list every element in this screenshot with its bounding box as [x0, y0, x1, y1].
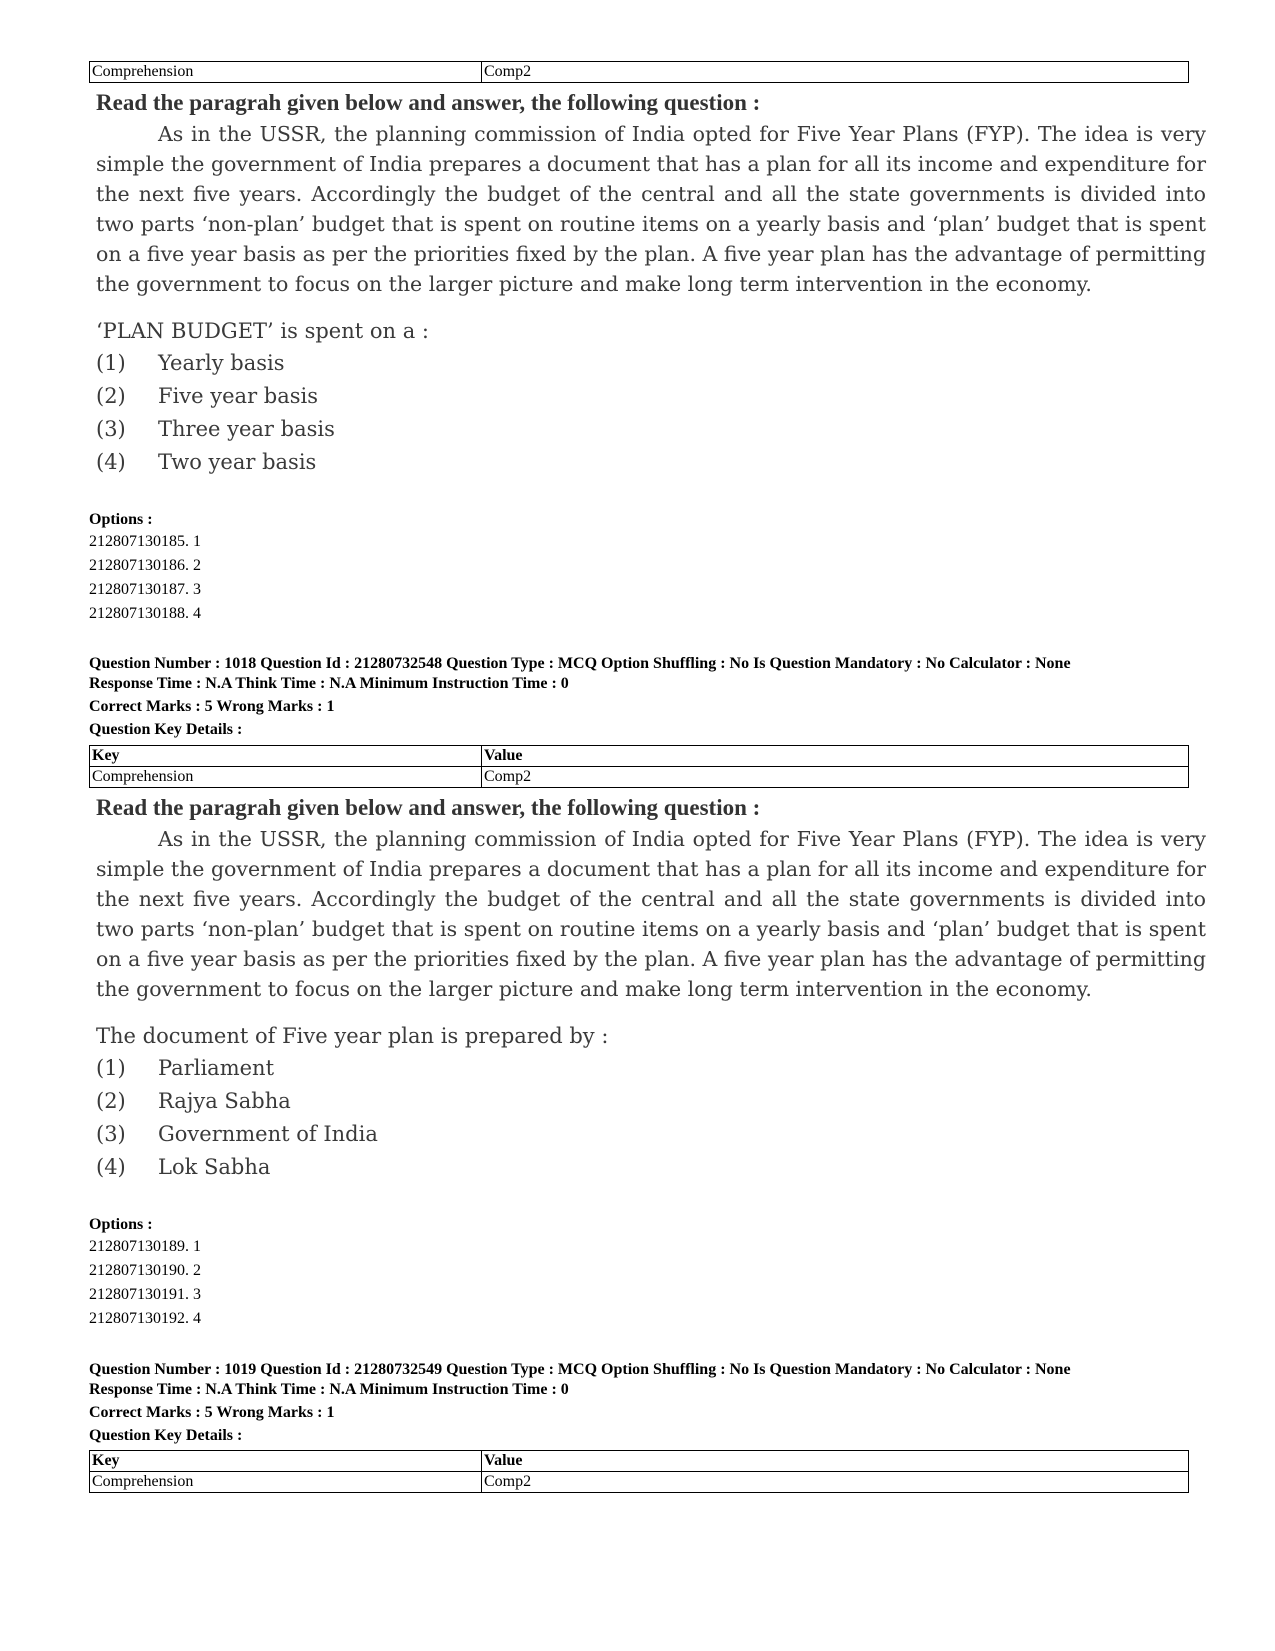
- table-header-value: Value: [482, 1451, 1189, 1472]
- table-row: [90, 767, 1189, 788]
- choice-text: Three year basis: [158, 417, 335, 441]
- table-cell-key: Comprehension: [90, 62, 482, 83]
- key-details-label: Question Key Details :: [89, 1427, 243, 1444]
- key-details-label: Question Key Details :: [89, 721, 243, 738]
- question-stem: The document of Five year plan is prepared by :: [96, 1024, 609, 1048]
- option-id: 212807130190. 2: [89, 1262, 201, 1279]
- choice-text: Two year basis: [158, 450, 317, 474]
- table-cell-value: Comp2: [482, 62, 1189, 83]
- table-header-row: [90, 1451, 1189, 1472]
- choice-item: [96, 347, 1206, 380]
- question-meta-1019: [89, 1360, 1071, 1446]
- table-header-key: Key: [90, 746, 482, 767]
- options-block-1018: [89, 1215, 201, 1331]
- key-details-table-1018: [89, 745, 1189, 788]
- table-row: [90, 1472, 1189, 1493]
- option-id: 212807130188. 4: [89, 605, 201, 622]
- choice-item: [96, 1151, 1206, 1184]
- choice-number: (2): [96, 1089, 126, 1113]
- options-block-1017: [89, 510, 201, 626]
- choice-number: (2): [96, 384, 126, 408]
- question-info-line: Question Number : 1018 Question Id : 21280732548 Question Type : MCQ Option Shuffling : No Is Question Mandatory : No Calculator : None: [89, 655, 1071, 672]
- choice-text: Five year basis: [158, 384, 319, 408]
- table-header-value: Value: [482, 746, 1189, 767]
- option-id: 212807130185. 1: [89, 533, 201, 550]
- choice-text: Yearly basis: [158, 351, 285, 375]
- choice-item: [96, 1052, 1206, 1085]
- response-time-line: Response Time : N.A Think Time : N.A Minimum Instruction Time : 0: [89, 675, 569, 692]
- option-id: 212807130189. 1: [89, 1238, 201, 1255]
- marks-line: Correct Marks : 5 Wrong Marks : 1: [89, 1404, 335, 1421]
- key-details-table-1017: [89, 61, 1189, 83]
- table-header-row: [90, 746, 1189, 767]
- option-id: 212807130186. 2: [89, 557, 201, 574]
- question-stem: ‘PLAN BUDGET’ is spent on a :: [96, 319, 429, 343]
- passage-intro: Read the paragrah given below and answer, the following question :: [96, 90, 761, 115]
- choice-number: (3): [96, 1122, 126, 1146]
- choice-item: [96, 413, 1206, 446]
- table-header-key: Key: [90, 1451, 482, 1472]
- marks-line: Correct Marks : 5 Wrong Marks : 1: [89, 698, 335, 715]
- choice-number: (4): [96, 1155, 126, 1179]
- table-cell-value: Comp2: [482, 767, 1189, 788]
- response-time-line: Response Time : N.A Think Time : N.A Minimum Instruction Time : 0: [89, 1381, 569, 1398]
- options-label: Options :: [89, 1216, 153, 1233]
- table-row: [90, 62, 1189, 83]
- choice-number: (1): [96, 1056, 126, 1080]
- choice-number: (1): [96, 351, 126, 375]
- choice-item: [96, 380, 1206, 413]
- passage-text: As in the USSR, the planning commission of India opted for Five Year Plans (FYP). The idea is very simple the government of India prepares a document that has a plan for all its income and expenditure for the next five years. Accordingly the budget of the central and all the state governments is divided into two parts ‘non-plan’ budget that is spent on routine items on a yearly basis and ‘plan’ budget that is spent on a five year basis as per the priorities fixed by the plan. A five year plan has the advantage of permitting the government to focus on the larger picture and make long term intervention in the economy.: [96, 827, 1206, 1001]
- table-cell-key: Comprehension: [90, 767, 482, 788]
- option-id: 212807130187. 3: [89, 581, 201, 598]
- choice-item: [96, 1085, 1206, 1118]
- question-image-1017: [96, 87, 1206, 479]
- passage-text: As in the USSR, the planning commission of India opted for Five Year Plans (FYP). The idea is very simple the government of India prepares a document that has a plan for all its income and expenditure for the next five years. Accordingly the budget of the central and all the state governments is divided into two parts ‘non-plan’ budget that is spent on routine items on a yearly basis and ‘plan’ budget that is spent on a five year basis as per the priorities fixed by the plan. A five year plan has the advantage of permitting the government to focus on the larger picture and make long term intervention in the economy.: [96, 122, 1206, 296]
- choice-item: [96, 1118, 1206, 1151]
- option-id: 212807130192. 4: [89, 1310, 201, 1327]
- choice-text: Government of India: [158, 1122, 378, 1146]
- question-info-line: Question Number : 1019 Question Id : 21280732549 Question Type : MCQ Option Shuffling : No Is Question Mandatory : No Calculator : None: [89, 1361, 1071, 1378]
- choice-number: (3): [96, 417, 126, 441]
- question-meta-1018: [89, 654, 1071, 740]
- question-image-1018: [96, 792, 1206, 1184]
- choice-number: (4): [96, 450, 126, 474]
- key-details-table-1019: [89, 1450, 1189, 1493]
- option-id: 212807130191. 3: [89, 1286, 201, 1303]
- choice-text: Lok Sabha: [158, 1155, 271, 1179]
- choice-item: [96, 446, 1206, 479]
- choice-text: Rajya Sabha: [158, 1089, 291, 1113]
- choice-text: Parliament: [158, 1056, 275, 1080]
- table-cell-value: Comp2: [482, 1472, 1189, 1493]
- options-label: Options :: [89, 511, 153, 528]
- table-cell-key: Comprehension: [90, 1472, 482, 1493]
- passage-intro: Read the paragrah given below and answer, the following question :: [96, 795, 761, 820]
